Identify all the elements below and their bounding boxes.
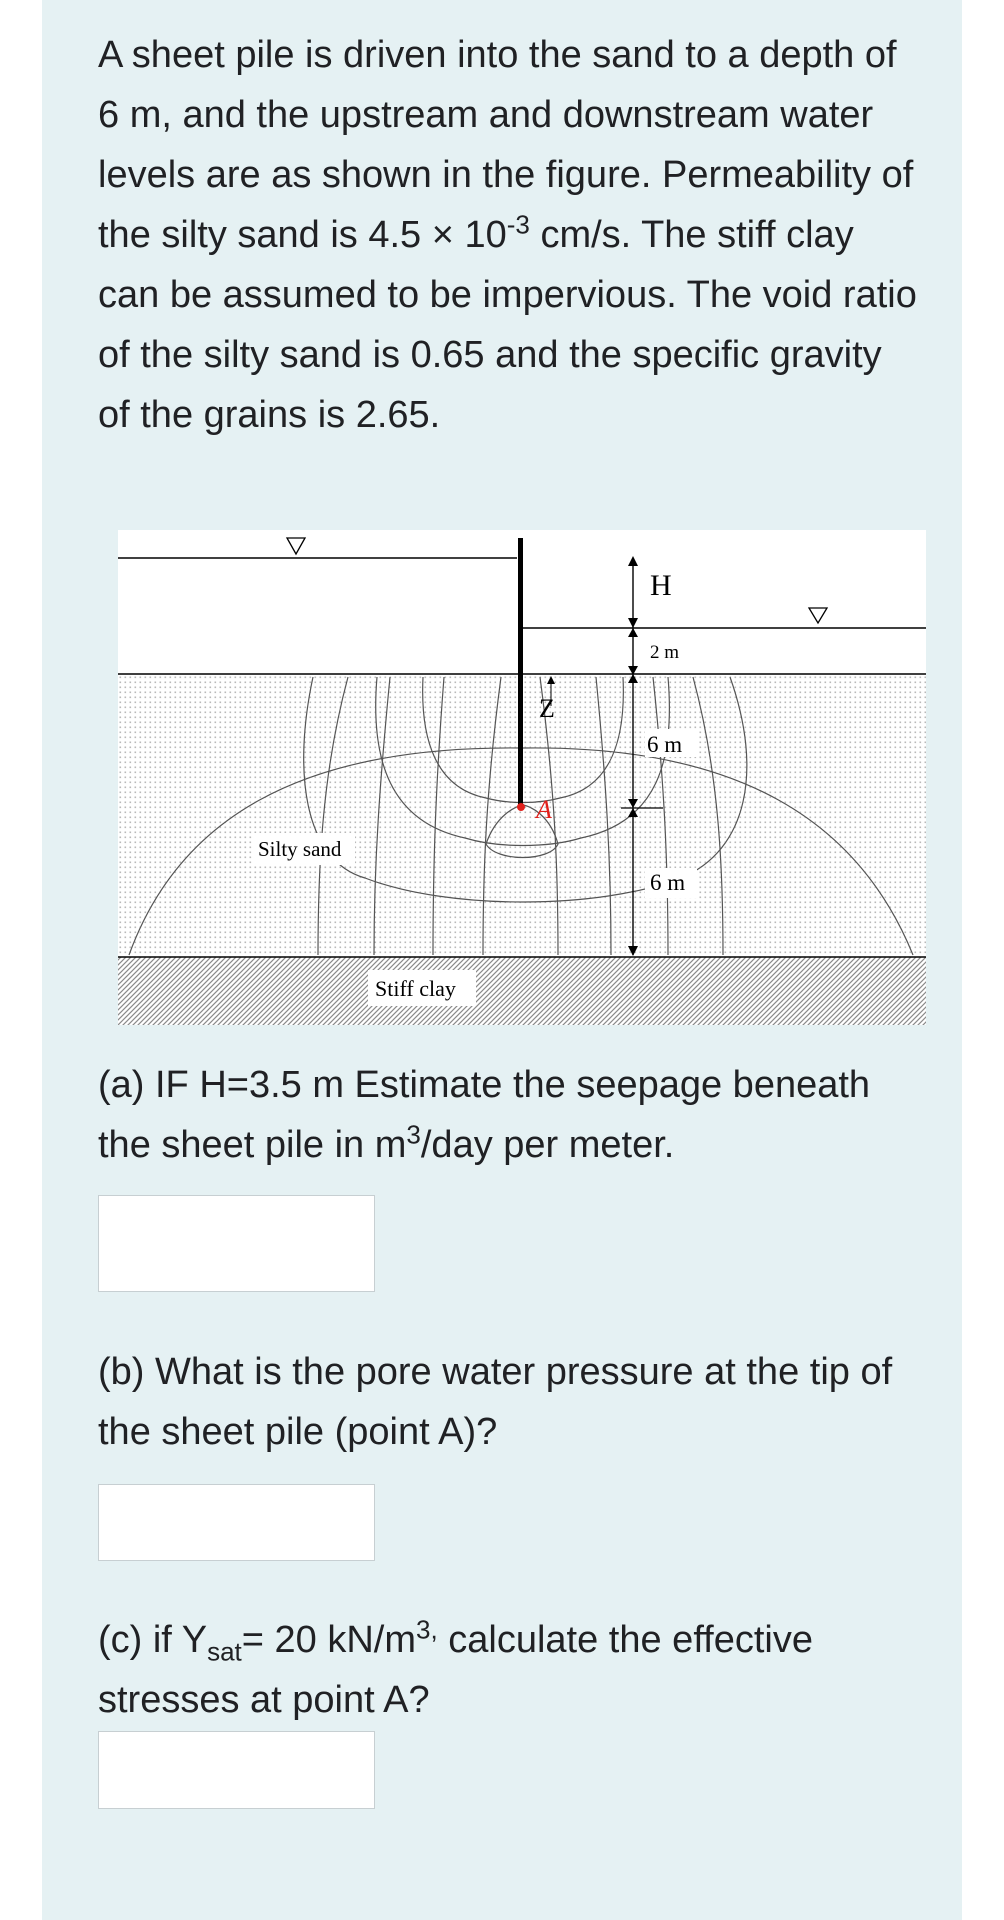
permeability-exponent: -3 <box>506 209 530 240</box>
flow-net-diagram <box>118 530 926 1025</box>
h-label: H <box>650 569 672 602</box>
problem-statement <box>98 25 918 445</box>
stiff-clay-label: Stiff clay <box>375 976 456 1001</box>
dim-6m-upper-label: 6 m <box>647 732 683 757</box>
question-c-text: (c) if $Y_{sat}= 20$ $kN/m^{3,}$ calculate the effective stresses at point A? <box>98 1614 814 1721</box>
problem-intro: A sheet pile is driven into the sand to a depth of 6 m, and the upstream and downstream water levels are as shown in the figure. Permeability of the silty sand is <box>98 34 914 256</box>
silty-sand-label: Silty sand <box>258 837 342 861</box>
answer-input-c[interactable] <box>98 1731 375 1809</box>
dim-6m-lower-label: 6 m <box>650 870 686 895</box>
dim-2m-label: 2 m <box>650 642 680 663</box>
permeability-unit: cm/s. The stiff clay can be assumed to be impervious. The void ratio of the silty sand is 0.65 and the specific gravity of the grains is 2.65. <box>98 214 917 436</box>
question-b-text: (b) What is the pore water pressure at the tip of the sheet pile (point A)? <box>98 1351 893 1453</box>
sheet-pile-figure <box>118 530 926 1025</box>
answer-input-b[interactable] <box>98 1484 375 1561</box>
point-a-marker <box>517 803 525 811</box>
point-a-label: A <box>536 795 552 824</box>
question-a-text: (a) IF H=3.5 m Estimate the seepage beneath the sheet pile in $m^3$/day per meter. <box>98 1064 871 1166</box>
sheet-pile <box>518 538 523 808</box>
stiff-clay-layer <box>118 957 926 1025</box>
permeability-value: 4.5 × 10 <box>368 214 507 256</box>
z-label: Z <box>539 694 555 723</box>
answer-input-a[interactable] <box>98 1195 375 1292</box>
